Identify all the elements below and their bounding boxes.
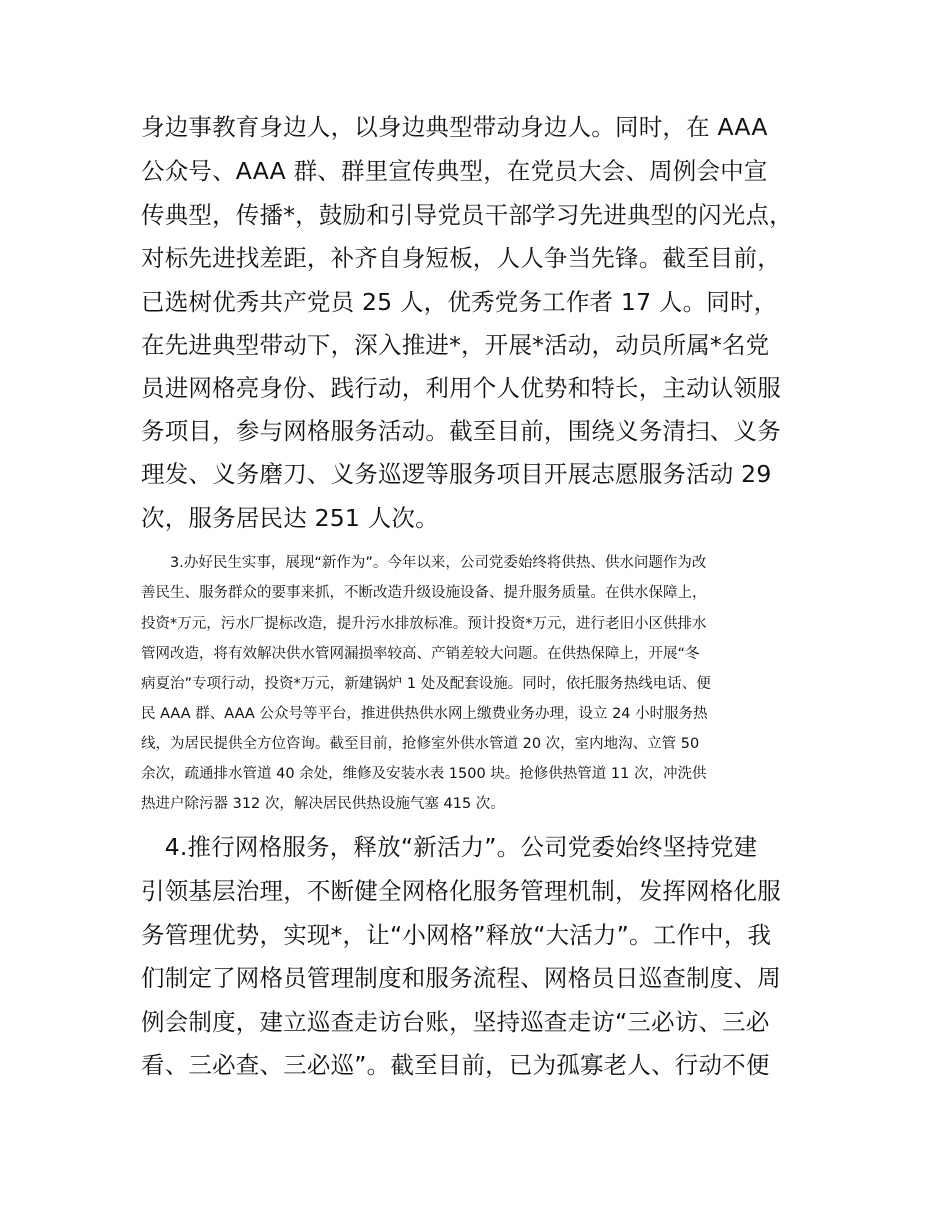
text-line: 公众号、AAA 群、群里宣传典型，在党员大会、周例会中宣	[141, 157, 768, 185]
text-line: 民 AAA 群、AAA 公众号等平台，推进供热供水网上缴费业务办理，设立 24 小时服务热	[141, 706, 708, 722]
text-line: 4.推行网格服务，释放“新活力”。公司党委始终坚持党建	[141, 833, 758, 861]
text-line: 已选树优秀共产党员 25 人，优秀党务工作者 17 人。同时，	[141, 288, 778, 316]
text-line: 务项目，参与网格服务活动。截至目前，围绕义务清扫、义务	[141, 417, 781, 445]
text-line: 引领基层治理，不断健全网格化服务管理机制，发挥网格化服	[141, 877, 781, 905]
text-line: 对标先进找差距，补齐自身短板，人人争当先锋。截至目前，	[141, 244, 781, 272]
text-line: 线，为居民提供全方位咨询。截至目前，抢修室外供水管道 20 次，室内地沟、立管 50	[141, 736, 700, 752]
text-line: 们制定了网格员管理制度和服务流程、网格员日巡查制度、周	[141, 964, 781, 992]
text-line: 传典型，传播*，鼓励和引导党员干部学习先进典型的闪光点，	[141, 201, 793, 229]
text-line: 员进网格亮身份、践行动，利用个人优势和特长，主动认领服	[141, 374, 781, 402]
text-line: 例会制度，建立巡查走访台账，坚持巡查走访“三必访、三必	[141, 1008, 770, 1036]
text-line: 看、三必查、三必巡”。截至目前，已为孤寡老人、行动不便	[141, 1051, 770, 1079]
text-line: 热进户除污器 312 次，解决居民供热设施气塞 415 次。	[141, 796, 505, 812]
text-line: 理发、义务磨刀、义务巡逻等服务项目开展志愿服务活动 29	[141, 460, 772, 488]
text-line: 次，服务居民达 251 人次。	[141, 504, 439, 532]
text-line: 务管理优势，实现*，让“小网格”释放“大活力”。工作中，我	[141, 921, 772, 949]
text-line: 管网改造，将有效解决供水管网漏损率较高、产销差较大问题。在供热保障上，开展“冬	[141, 646, 700, 662]
text-line: 善民生、服务群众的要事来抓，不断改造升级设施设备、提升服务质量。在供水保障上，	[141, 585, 707, 601]
text-line: 余次，疏通排水管道 40 余处，维修及安装水表 1500 块。抢修供热管道 11 次，冲洗供	[141, 766, 707, 782]
text-line: 病夏治”专项行动，投资*万元，新建锅炉 1 处及配套设施。同时，依托服务热线电话、便	[141, 676, 711, 692]
text-line: 在先进典型带动下，深入推进*，开展*活动，动员所属*名党	[141, 331, 770, 359]
text-line: 投资*万元，污水厂提标改造，提升污水排放标准。预计投资*万元，进行老旧小区供排水	[141, 616, 707, 632]
text-line: 身边事教育身边人，以身边典型带动身边人。同时，在 AAA	[141, 113, 768, 141]
text-line: 3.办好民生实事，展现“新作为”。今年以来，公司党委始终将供热、供水问题作为改	[141, 555, 707, 571]
